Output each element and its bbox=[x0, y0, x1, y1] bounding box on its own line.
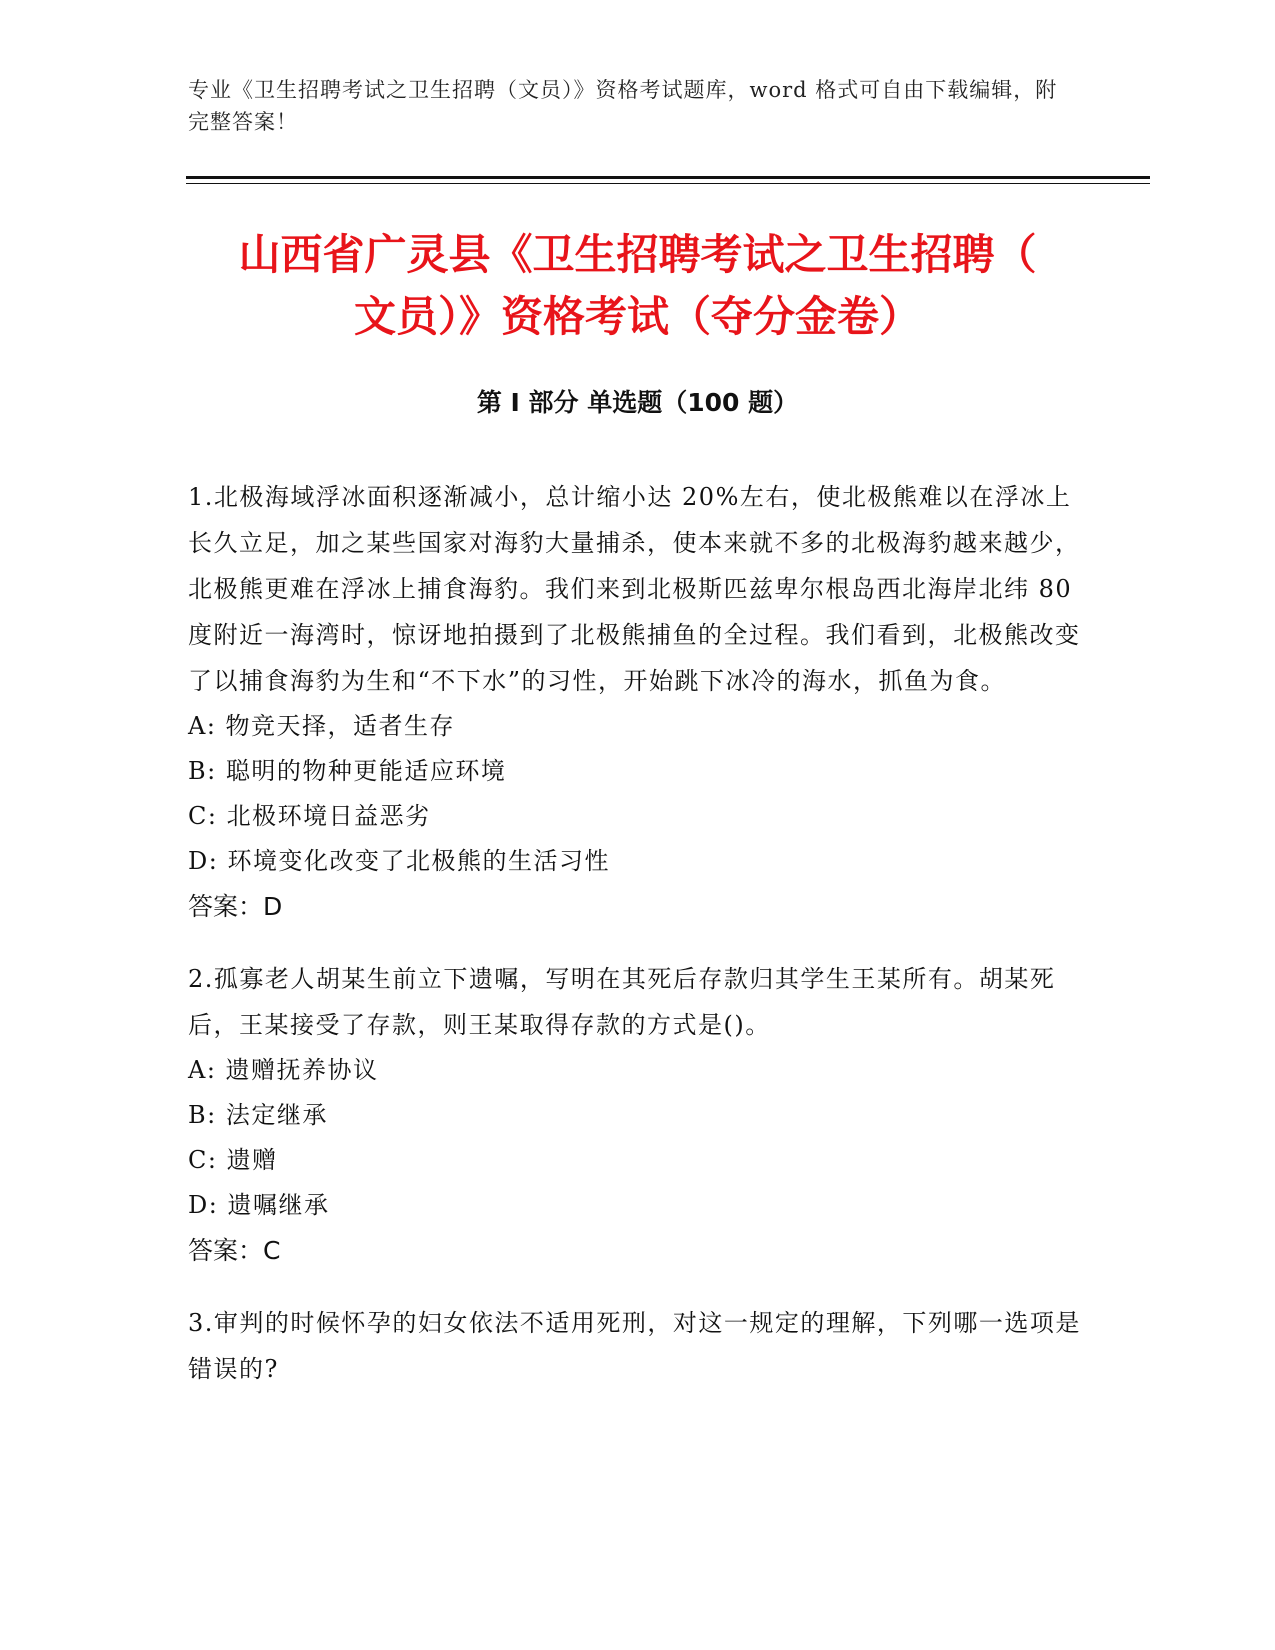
option-b: B: 聪明的物种更能适应环境 bbox=[188, 757, 507, 785]
option-a: A: 物竞天择，适者生存 bbox=[188, 712, 456, 740]
option-c: C: 北极环境日益恶劣 bbox=[188, 802, 431, 830]
answer: 答案：D bbox=[188, 892, 283, 921]
question-2 bbox=[188, 956, 1088, 1274]
question-list bbox=[188, 474, 1088, 1418]
question-3 bbox=[188, 1300, 1088, 1392]
option-d: D: 环境变化改变了北极熊的生活习性 bbox=[188, 847, 610, 875]
document-title bbox=[150, 224, 1125, 348]
question-stem: 3.审判的时候怀孕的妇女依法不适用死刑，对这一规定的理解，下列哪一选项是错误的? bbox=[188, 1309, 1081, 1383]
option-d: D: 遗嘱继承 bbox=[188, 1191, 330, 1219]
header-rule-thin bbox=[186, 183, 1150, 184]
question-stem: 2.孤寡老人胡某生前立下遗嘱，写明在其死后存款归其学生王某所有。胡某死后，王某接受了存款，则王某取得存款的方式是()。 bbox=[188, 965, 1056, 1039]
header-rule-thick bbox=[186, 176, 1150, 179]
option-a: A: 遗赠抚养协议 bbox=[188, 1056, 379, 1084]
question-stem: 1.北极海域浮冰面积逐渐减小，总计缩小达 20%左右，使北极熊难以在浮冰上长久立足，加之某些国家对海豹大量捕杀，使本来就不多的北极海豹越来越少，北极熊更难在浮冰上捕食海豹。我们来到北极斯匹兹卑尔根岛西北海岸北纬 80 度附近一海湾时，惊讶地拍摄到了北极熊捕鱼的全过程。我们看到，北极熊改变了以捕食海豹为生和“不下水”的习性，开始跳下冰冷的海水，抓鱼为食。 bbox=[188, 483, 1081, 695]
header-note: 专业《卫生招聘考试之卫生招聘（文员）》资格考试题库，word 格式可自由下载编辑，附完整答案！ bbox=[188, 78, 1058, 134]
question-1 bbox=[188, 474, 1088, 930]
title-line-2: 文员）》资格考试（夺分金卷） bbox=[353, 292, 921, 341]
section-heading: 第 I 部分 单选题（100 题） bbox=[476, 388, 799, 417]
title-line-1: 山西省广灵县《卫生招聘考试之卫生招聘（ bbox=[238, 230, 1037, 279]
option-c: C: 遗赠 bbox=[188, 1146, 278, 1174]
answer: 答案：C bbox=[188, 1236, 281, 1265]
option-b: B: 法定继承 bbox=[188, 1101, 328, 1129]
